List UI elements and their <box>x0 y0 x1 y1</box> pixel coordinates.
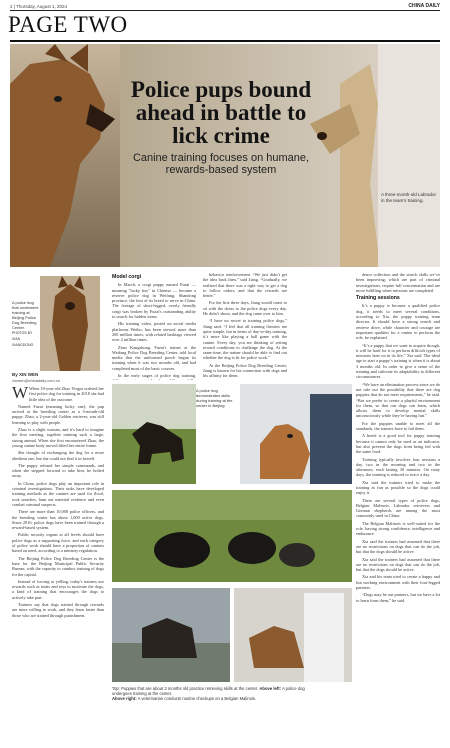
article-paragraph: In the early stages of police dog training, <box>118 373 196 379</box>
article-paragraph: “It’s a puppy that we want to acquire though, it will be hard for it to perform difficult types of missions later on in its life,” Xia said. The ideal age to start a puppy’s training is when it is about 3 months old. In order to give a sense of the training and cultivate its adaptability to different circumstances. <box>356 342 440 380</box>
article-column-2 <box>112 272 196 380</box>
bottom-caption-top: Top: Puppies that are about 3 months old practice retrieving skills at the center. <box>112 686 259 691</box>
caption-left-text: A police dog that underwent training at Beijing Police Dog Breeding Center. <box>12 300 39 330</box>
article-paragraph: Xia said the trainers tried to make the training as fun as possible so the dogs could enjoy it. <box>356 479 440 496</box>
article-paragraph: The puppy refused her simple commands, and when she stepped forward to take him, he bolted away. <box>12 462 104 479</box>
article-paragraph: behavior reinforcement. “We just didn’t get the idea back then,” said Jiang. “Gradually, we realized that there was a right way to get a dog to follow orders, and that the rewards are better.” <box>203 272 287 299</box>
bottom-caption-left-label: Above left: <box>259 686 281 691</box>
left-dog-photo <box>40 276 100 371</box>
puppies-illustration <box>112 490 352 582</box>
paper-name: CHINA DAILY <box>408 3 440 9</box>
subheadline: Canine training focuses on humane, rewards-based system <box>132 152 310 176</box>
bottom-photo-training <box>112 588 230 682</box>
article-paragraph: She thought of exchanging the dog for a more obedient one, but she could not find it in herself. <box>12 450 104 461</box>
headline: Police pups bound ahead in battle to lick crime <box>130 77 312 148</box>
article-column-1 <box>12 386 104 748</box>
article-paragraph: Instead of forcing or yelling, today's trainers use rewards such as treats and toys to motivate the dogs, a kind of training that encourages the dogs to actively take part. <box>12 578 104 600</box>
caption-left <box>12 300 40 348</box>
article-paragraph: A breed is a good tool for puppy training because it cannot only be used as an indicator, but also prevent the dogs from being fed with the same food. <box>356 433 440 455</box>
drop-cap: W <box>12 386 29 402</box>
article-paragraph: In China, police dogs play an important role in criminal investigations. Their tasks have developed training methods as the canines are used for flood, rock searches, hunt out material evidence and even combat criminal suspects. <box>12 480 104 507</box>
article-paragraph: The Beijing Police Dog Breeding Center is the base for the Beijing Municipal Public Security Bureau, with the capacity to conduct training of dogs for the capital. <box>12 555 104 577</box>
caption-left-credit: PHOTOS BY XIAN XIANGDONG <box>12 331 34 347</box>
article-paragraph: dence collection and the search skills we’ve been improving, which are part of criminal investigations, require full concentration and are more fulfilling when missions are completed. <box>356 272 440 293</box>
article-paragraph: In March, a corgi puppy named Fuzai — meaning "lucky boy" in Chinese — became a reserve police dog in Weifang, Shandong province, the first of its breed to serve in China. The footage of short-legged, overly friendly corgi was broken by Fuzai's outstanding ability to search for hidden items. <box>112 282 196 320</box>
subhead-model-corgi: Model corgi <box>112 274 142 280</box>
bottom-caption <box>112 686 322 702</box>
article-paragraph: “Dogs may be our partners, but we have a lot to learn from them,” he said. <box>356 592 440 603</box>
article-column-4 <box>356 272 440 742</box>
article-paragraph: Named Fuzai (meaning lucky one), the pup arrived at the breeding center as a 3-month-old puppy. Zhao, a 2-year-old Golden retriever, was still learning to play with people. <box>12 403 104 425</box>
caption-middle: A police dog demonstrates skills during training at the center in Beijing. <box>196 388 233 408</box>
side-photo-panel <box>378 44 440 267</box>
article-paragraph: At the Beijing Police Dog Breeding Center, Jiang is known for his connection with dogs and his affinity for them. <box>203 362 287 379</box>
article-paragraph: “I have no secret to training police dogs,” Jiang said. “I feel that all training theories are quite simple, but in terms of day-to-day training, it’s more like playing a ball game with the canine. Every day, you are thinking of setting reward conditions to challenge the dog. At the same time, the trainer should be able to find out whether the dog is fit for police work.” <box>203 318 287 361</box>
bottom-photo-vet <box>234 588 352 682</box>
subhead-training-sessions: Training sessions <box>356 295 400 302</box>
article-column-3 <box>203 272 287 380</box>
section-title: PAGE TWO <box>8 12 128 37</box>
field-dog-illustration <box>112 384 196 484</box>
article-paragraph <box>12 386 104 402</box>
article-paragraph: Xia and his team tried to create a happy and fun working environment with their four-legged partners. <box>356 574 440 591</box>
center-photo-trainer <box>240 384 352 484</box>
article-paragraph: It’s a puppy is because a qualified police dog, it needs to meet several conditions, according to Xia, the puppy training team director. It should have a strong search and retrieve drive, while character and courage are important qualities for a canine to perform the role, he explained. <box>356 303 440 341</box>
article-paragraph: Zhao Kangzhong, Fuzai's trainer at the Weifang Police Dog Breeding Center, told local media that the uniformed pooch began its training when it was two months old, and had completed most of the basic courses. <box>112 344 196 371</box>
article-paragraph: “We have an elimination process since we do not rule out the possibility that there are dog puppies that do not meet requirements,” he said. “But we prefer to create a playful environment for them, so that our dogs can learn, which allows them to develop mental skills unconsciously while they’re having fun.” <box>356 381 440 419</box>
article-paragraph: For the puppies unable to meet all the standards, the trainers have to fail them. <box>356 420 440 432</box>
article-paragraph: There are more than 10,000 police officers, and the breeding center has about 1,000 active dogs. Since 2016, police dogs have been trained through a reward-based system. <box>12 509 104 531</box>
top-rule <box>10 10 440 11</box>
section-rule <box>10 40 440 42</box>
bottom-photo-puppies <box>112 490 352 582</box>
bottom-caption-left: A police dog undergoes training at the center. <box>112 686 305 697</box>
article-paragraph: Trainers say that dogs trained through rewards are more willing to work, and they learn faster than those who are trained through punishment. <box>12 601 104 618</box>
article-paragraph: For the first three days, Jiang would come to sit with the doors to the police dogs every day. He didn’t shout, and the dog came over to him. <box>203 300 287 317</box>
training-illustration <box>112 588 230 682</box>
article-paragraph: The Belgian Malinois is well-suited for the role, having strong confidence, intelligence and endurance. <box>356 520 440 537</box>
article-paragraph: Zhao is a slight woman, and it's hard to imagine the first meeting, together training such a large, strong animal. When she first encountered Zhao, the young canine body moved lifted her entire frame. <box>12 427 104 448</box>
article-paragraph: Training typically involves four sessions a day, two in the morning and two in the afternoon, each lasting 30 minutes. On rainy days, the training is reduced to twice a day. <box>356 456 440 478</box>
left-dog-illustration <box>40 276 100 371</box>
middle-photo-field-dog <box>112 384 196 484</box>
page-date: 2 | Thursday, August 1, 2024 <box>10 4 68 9</box>
vet-illustration <box>234 588 352 682</box>
article-paragraph: Public security organs at all levels should have police dogs as a supporting force, and each category of police work should have a proportion of canines based on need, according to a ministry regulation. <box>12 532 104 554</box>
paragraph-text: When 10-year-old Zhao Yingxi ordered her first police dog for training in 2018 she had little idea of the outcome. <box>29 386 104 402</box>
article-paragraph: Xia said the trainers had assumed that there are no restrictions on dogs that can do the job, but that the dogs should be active. <box>356 538 440 555</box>
trainer-dog-illustration <box>240 384 352 484</box>
article-paragraph: Xia said the trainers had assumed that there are no restrictions on dogs that can do the job, but that the dogs should be active. <box>356 556 440 573</box>
article-paragraph: There are several types of police dogs, Belgian Malinois, Labrador retrievers and German shepherds are among the most commonly used in China. <box>356 497 440 519</box>
byline-email: xinwen@chinadaily.com.cn <box>12 378 61 383</box>
article-paragraph: His training video, posted on social media platforms Weibo, has been viewed more than 200 million times, with related hashtags viewed over 2 million times. <box>112 321 196 343</box>
bottom-caption-right-label: Above right: <box>112 696 137 702</box>
bottom-caption-right: A veterinarian conducts routine checkups on a Belgian Malinois. <box>137 696 257 702</box>
byline: By XIN WEN <box>12 372 39 377</box>
caption-right: A three-month-old Labrador in the team’s training. <box>381 192 437 203</box>
